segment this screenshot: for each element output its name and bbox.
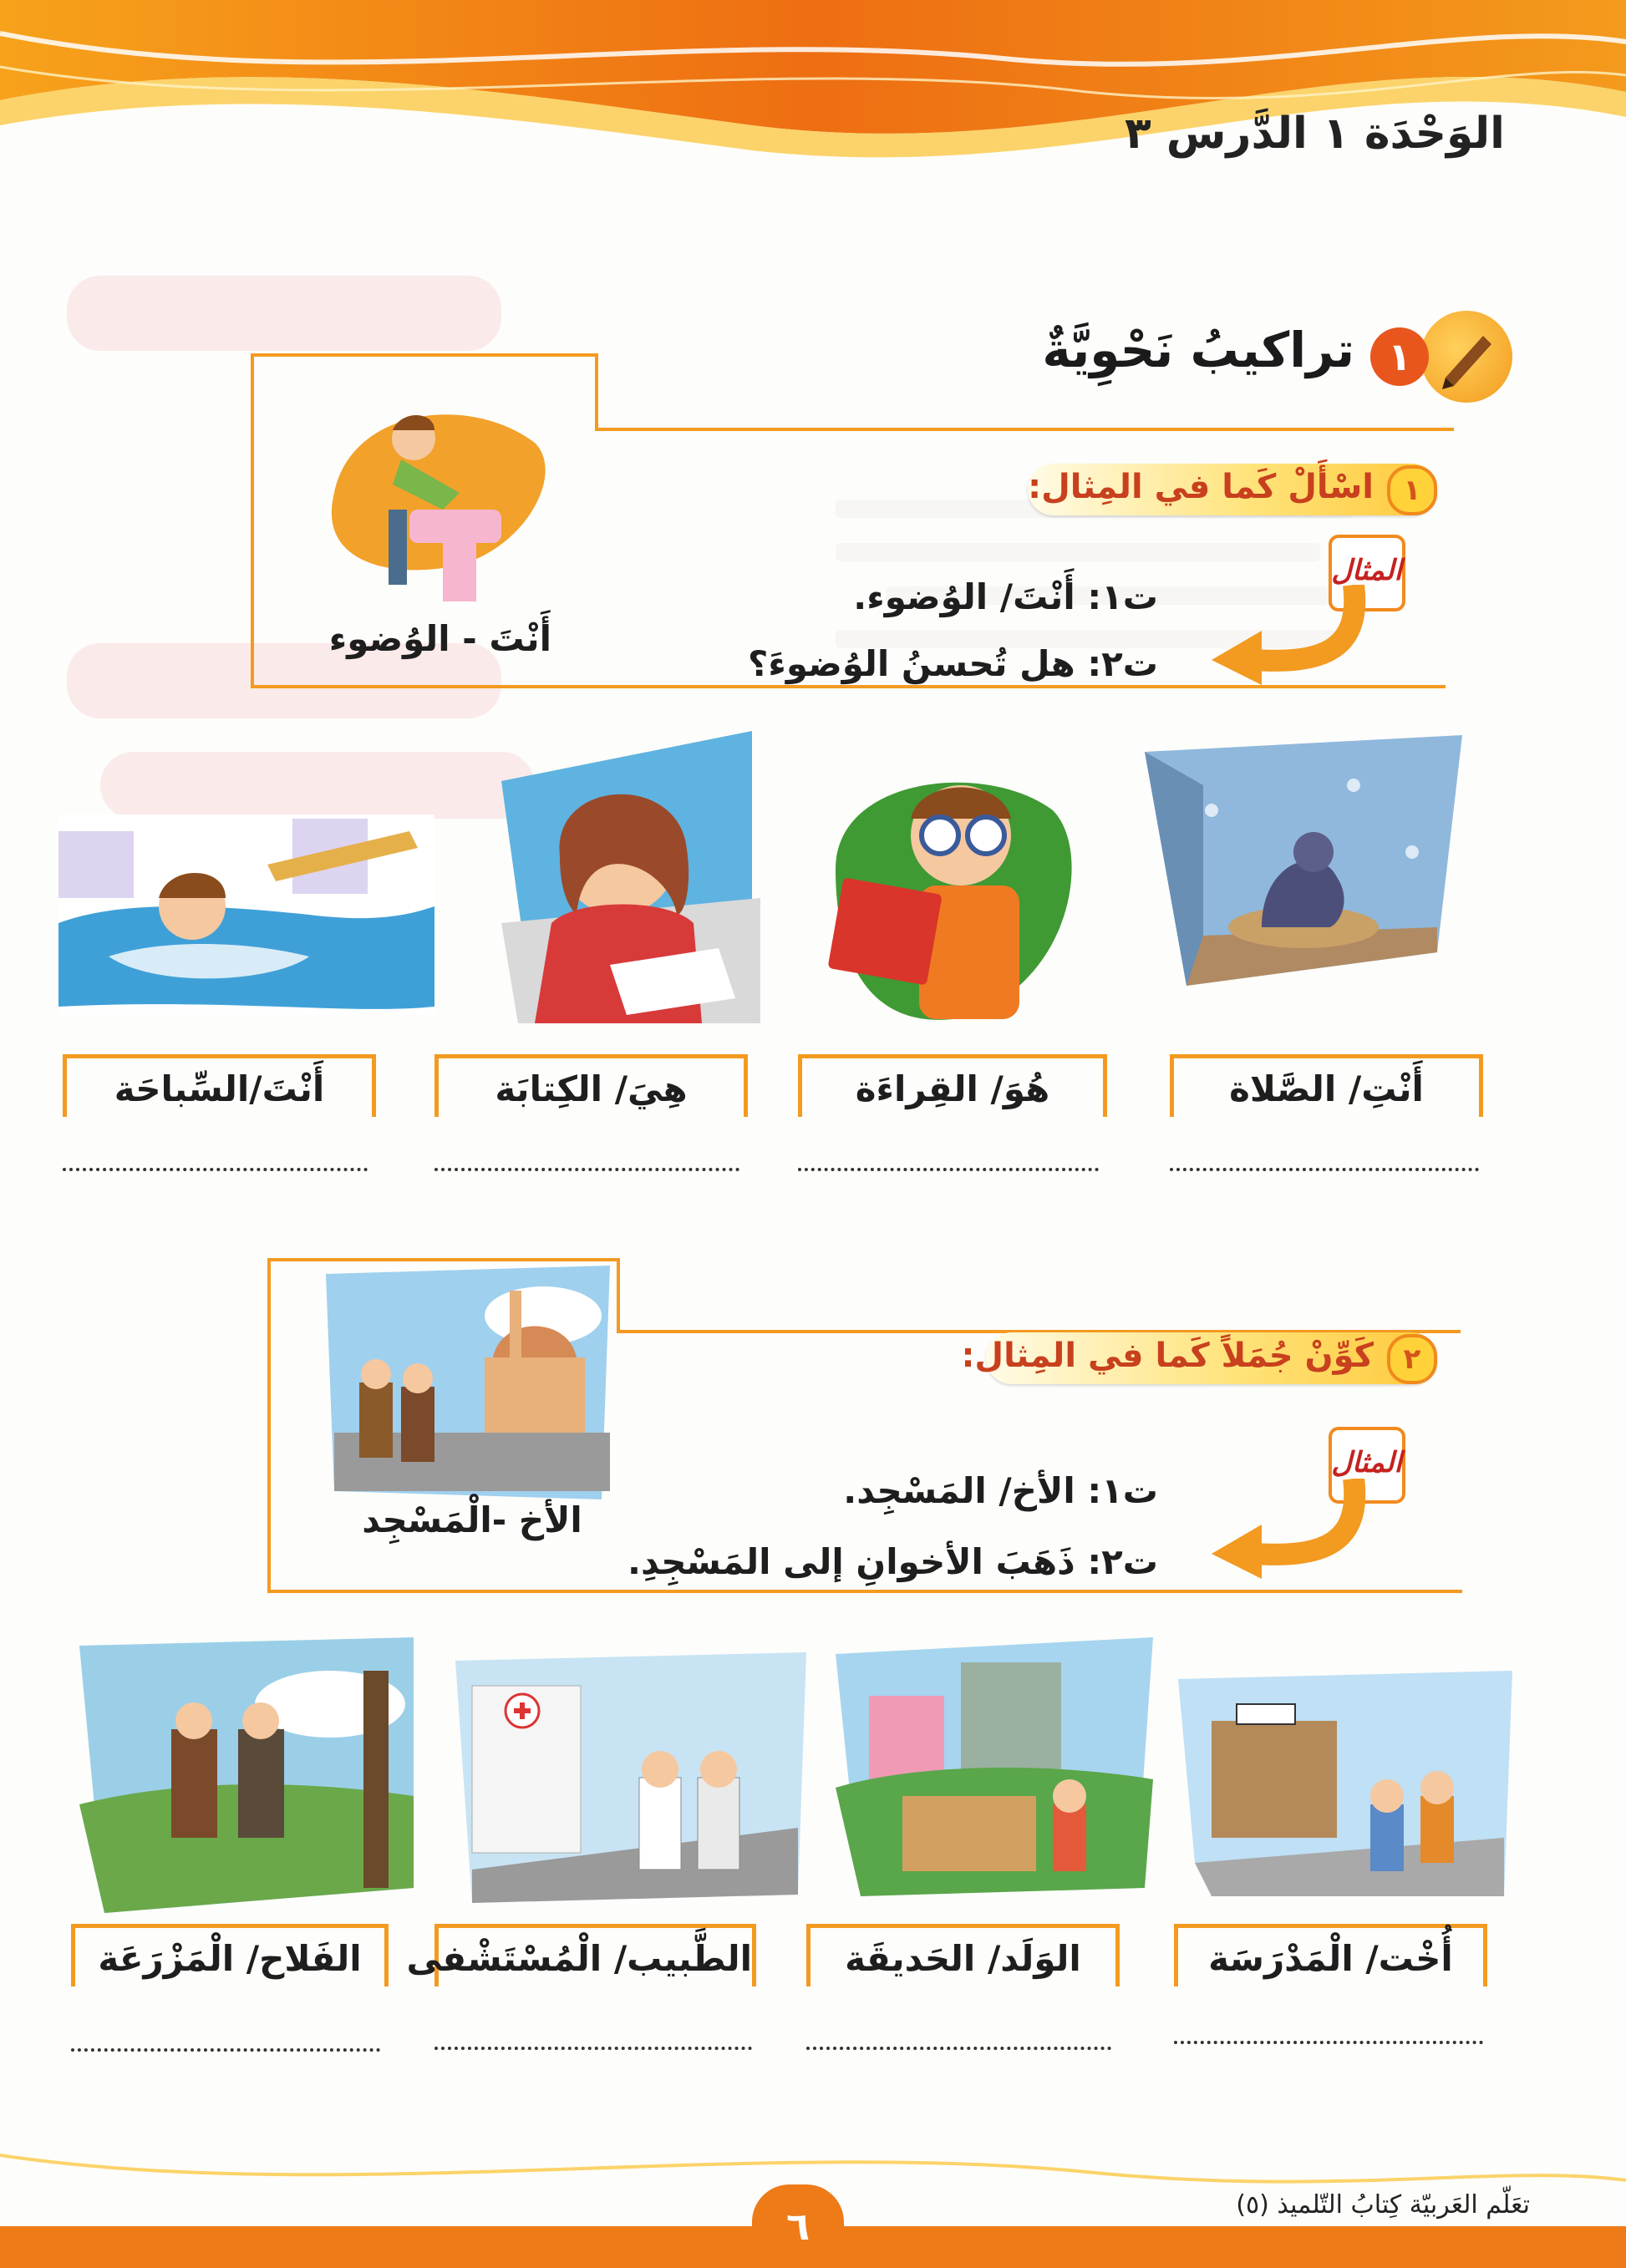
park-gate-picture (836, 1637, 1153, 1896)
example-caption: الأخ -الْمَسْجِد (362, 1499, 582, 1540)
boy-swimming-picture (58, 814, 434, 1015)
answer-box-label: هِيَ/ الكِتابَة (495, 1068, 688, 1109)
example-line-2: ت٢: ذَهَبَ الأخوانِ إلى المَسْجِدِ. (627, 1541, 1158, 1582)
answer-line[interactable] (798, 1168, 1099, 1171)
boy-washing-picture (318, 393, 560, 610)
answer-line[interactable] (71, 2048, 380, 2052)
pencil-icon (1420, 311, 1512, 403)
answer-box (434, 1054, 748, 1117)
hospital-doctors-picture (455, 1652, 806, 1903)
frame-line (251, 353, 597, 357)
frame-line (595, 428, 1454, 431)
answer-line[interactable] (1170, 1168, 1479, 1171)
unit-lesson-title: الوَحْدَة ١ الدَّرس ٣ (1124, 109, 1505, 159)
example-badge: المثال (1329, 1427, 1405, 1504)
instruction-number: ٢ (1387, 1334, 1437, 1384)
instruction-text: كَوِّنْ جُمَلاً كَما في المِثال: (961, 1337, 1374, 1375)
ghost-badge (100, 752, 535, 819)
example-caption: أَنْتَ - الوُضوء (328, 618, 551, 659)
answer-line[interactable] (63, 1168, 368, 1171)
answer-box-label: الوَلَد/ الحَديقَة (845, 1938, 1081, 1979)
woman-praying-picture (1136, 735, 1471, 986)
frame-line (267, 1258, 271, 1592)
school-street-picture (1178, 1671, 1512, 1896)
frame-line (251, 353, 254, 685)
answer-box (63, 1054, 376, 1117)
frame-line (595, 353, 598, 430)
answer-box-label: أَنْتَ/السِّباحَة (114, 1068, 325, 1109)
answer-box (798, 1054, 1107, 1117)
answer-box-label: أَنْتِ/ الصَّلاة (1229, 1068, 1424, 1109)
section-number: ١ (1370, 327, 1429, 386)
farmers-field-picture (79, 1637, 414, 1913)
book-title: تعَلّم العَربيّة كِتابُ التّلميذ (٥) (1236, 2190, 1530, 2220)
answer-box (71, 1924, 389, 1986)
instruction-text: اسْأَلْ كَما في المِثال: (1028, 468, 1374, 506)
answer-box (806, 1924, 1120, 1986)
page-number: ٦ (752, 2184, 844, 2260)
frame-line (251, 685, 1446, 688)
answer-box (1174, 1924, 1487, 1986)
answer-line[interactable] (434, 1168, 739, 1171)
answer-box-label: الطَّبيب/ الْمُسْتَشْفى (406, 1938, 752, 1979)
answer-line[interactable] (806, 2047, 1111, 2050)
answer-box (1170, 1054, 1483, 1117)
ghost-badge (67, 276, 501, 351)
frame-line (267, 1258, 618, 1261)
example-line-1: ت١: الأخ/ المَسْجِد. (843, 1470, 1158, 1511)
instruction-number: ١ (1387, 465, 1437, 515)
frame-line (267, 1590, 1462, 1593)
section-title: تراكيبُ نَحْوِيَّةٌ (1042, 322, 1354, 378)
boy-reading-picture (819, 743, 1086, 1036)
answer-box-label: الفَلاح/ الْمَزْرَعَة (98, 1938, 362, 1979)
answer-box-label: أُخْت/ الْمَدْرَسَة (1208, 1938, 1453, 1979)
example-line-2: ت٢: هل تُحسنُ الوُضوءَ؟ (748, 643, 1158, 684)
curved-arrow-icon (1203, 1479, 1370, 1579)
example-badge: المثال (1329, 535, 1405, 611)
brothers-mosque-picture (326, 1266, 610, 1499)
frame-line (617, 1258, 620, 1333)
girl-writing-picture (485, 731, 760, 1023)
curved-arrow-icon (1203, 585, 1370, 685)
answer-box (406, 1924, 756, 1986)
answer-line[interactable] (1174, 2041, 1483, 2044)
example-line-1: ت١: أَنْتَ/ الوُضوء. (853, 576, 1158, 617)
answer-line[interactable] (434, 2047, 752, 2050)
answer-box-label: هُوَ/ القِراءَة (855, 1068, 1050, 1109)
